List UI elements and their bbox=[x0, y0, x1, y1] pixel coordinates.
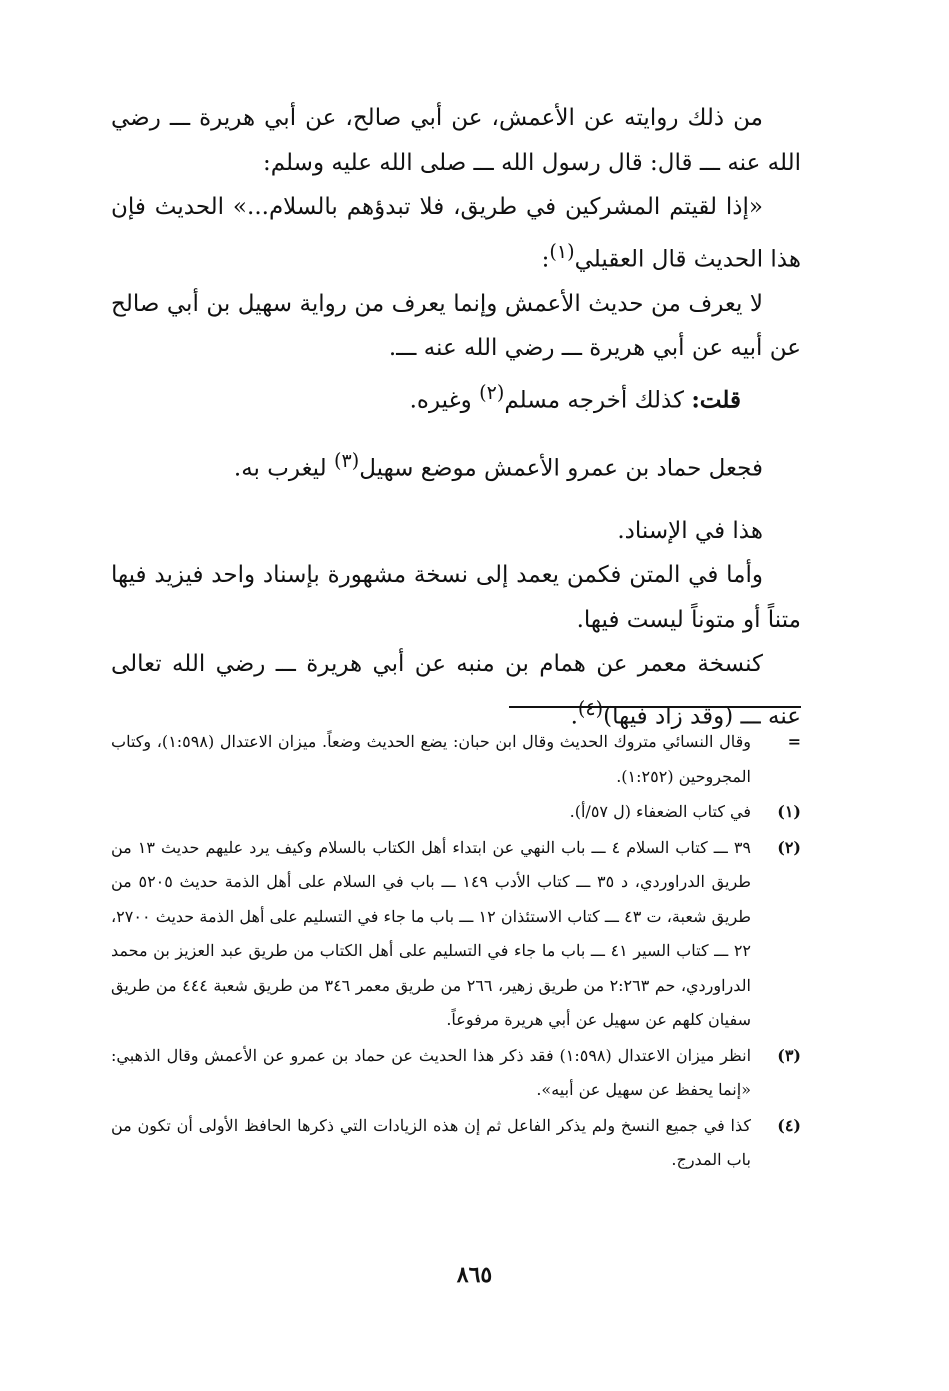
paragraph-matn bbox=[111, 553, 801, 642]
footnotes bbox=[111, 725, 801, 1178]
paragraph-mamar-end: . bbox=[570, 703, 578, 730]
qultu-label: قلت: bbox=[691, 386, 741, 414]
page-number: ٨٦٥ bbox=[456, 1262, 493, 1288]
paragraph-hammad bbox=[111, 439, 801, 491]
footnote-text: انظر ميزان الاعتدال (١:٥٩٨) فقد ذكر هذا الحديث عن حماد بن عمرو عن الأعمش وقال الذهبي: «إنما يحفظ عن سهيل عن أبيه». bbox=[111, 1045, 752, 1099]
footnote-2 bbox=[111, 831, 801, 1038]
paragraph-hadith-end: : bbox=[541, 246, 550, 273]
paragraph-intro bbox=[111, 96, 801, 185]
paragraph-uqayli-text: لا يعرف من حديث الأعمش وإنما يعرف من رواية سهيل بن أبي صالح عن أبيه عن أبي هريرة ـــ رضي الله عنه ـــ. bbox=[111, 290, 801, 362]
paragraph-mamar-text: كنسخة معمر عن همام بن منبه عن أبي هريرة ـــ رضي الله تعالى عنه ـــ (وقد زاد فيها) bbox=[111, 651, 801, 730]
footnote-mark: = bbox=[787, 732, 801, 751]
footnote-text: ٣٩ ـــ كتاب السلام ٤ ـــ باب النهي عن ابتداء أهل الكتاب بالسلام وكيف يرد عليهم حديث ١٣ من طريق الدراوردي، د ٣٥ ـــ كتاب الأدب ١٤٩ ـــ باب في السلام على أهل الذمة حديث ٥٢٠٥ من طريق شعبة، ت ٤٣ ـــ كتاب الاستئذان ١٢ ـــ باب ما جاء في التسليم على أهل الذمة حديث ٢٧٠٠، ٢٢ ـــ كتاب السير ٤١ ـــ باب ما جاء في التسليم على أهل الكتاب من طريق عبد العزيز بن محمد الدراوردي، حم ٢:٢٦٣ من طريق زهير، ٢٦٦ من طريق معمر ٣٤٦ من طريق شعبة ٤٤٤ من طريق سفيان كلهم عن سهيل عن أبي هريرة مرفوعاً. bbox=[111, 837, 752, 1029]
footnote-ref-2: (٢) bbox=[479, 380, 505, 404]
paragraph-qultu bbox=[111, 371, 801, 423]
paragraph-uqayli-quote bbox=[111, 282, 801, 371]
paragraph-qultu-text: كذلك أخرجه مسلم bbox=[504, 387, 692, 414]
paragraph-isnad bbox=[111, 509, 801, 554]
paragraph-intro-text: من ذلك روايته عن الأعمش، عن أبي صالح، عن أبي هريرة ـــ رضي الله عنه ـــ قال: قال رسول الله ـــ صلى الله عليه وسلم: bbox=[111, 105, 801, 176]
footnote-4 bbox=[111, 1109, 801, 1178]
footnote-divider bbox=[509, 706, 801, 708]
footnote-ref-3: (٣) bbox=[333, 448, 360, 472]
footnote-continuation bbox=[111, 725, 801, 794]
footnote-mark: (٤) bbox=[777, 1115, 801, 1135]
footnote-ref-1: (١) bbox=[549, 239, 575, 263]
footnote-text: وقال النسائي متروك الحديث وقال ابن حبان: يضع الحديث وضعاً. ميزان الاعتدال (١:٥٩٨)، وكتاب المجروحين (١:٢٥٢). bbox=[111, 732, 752, 786]
footnote-mark: (٢) bbox=[777, 837, 801, 857]
paragraph-hammad-end: ليغرب به. bbox=[233, 455, 334, 482]
paragraph-isnad-text: هذا في الإسناد. bbox=[617, 517, 763, 544]
paragraph-hammad-text: فجعل حماد بن عمرو الأعمش موضع سهيل bbox=[359, 455, 763, 482]
footnote-mark: (١) bbox=[777, 802, 801, 821]
footnote-text: في كتاب الضعفاء (ل ٥٧/أ). bbox=[569, 802, 751, 821]
footnote-1 bbox=[111, 795, 801, 830]
paragraph-hadith bbox=[111, 185, 801, 282]
paragraph-qultu-end: وغيره. bbox=[409, 387, 480, 414]
paragraph-hadith-text: «إذا لقيتم المشركين في طريق، فلا تبدؤهم بالسلام...» الحديث فإن هذا الحديث قال العقيلي bbox=[111, 194, 801, 273]
paragraph-matn-text: وأما في المتن فكمن يعمد إلى نسخة مشهورة بإسناد واحد فيزيد فيها متناً أو متوناً ليست فيها. bbox=[111, 562, 801, 633]
footnote-mark: (٣) bbox=[777, 1045, 801, 1065]
main-text bbox=[111, 96, 801, 739]
footnote-text: كذا في جميع النسخ ولم يذكر الفاعل ثم إن هذه الزيادات التي ذكرها الحافظ الأولى أن تكون من باب المدرج. bbox=[111, 1115, 751, 1169]
footnote-ref-4: (٤) bbox=[577, 696, 604, 720]
footnote-3 bbox=[111, 1039, 801, 1108]
